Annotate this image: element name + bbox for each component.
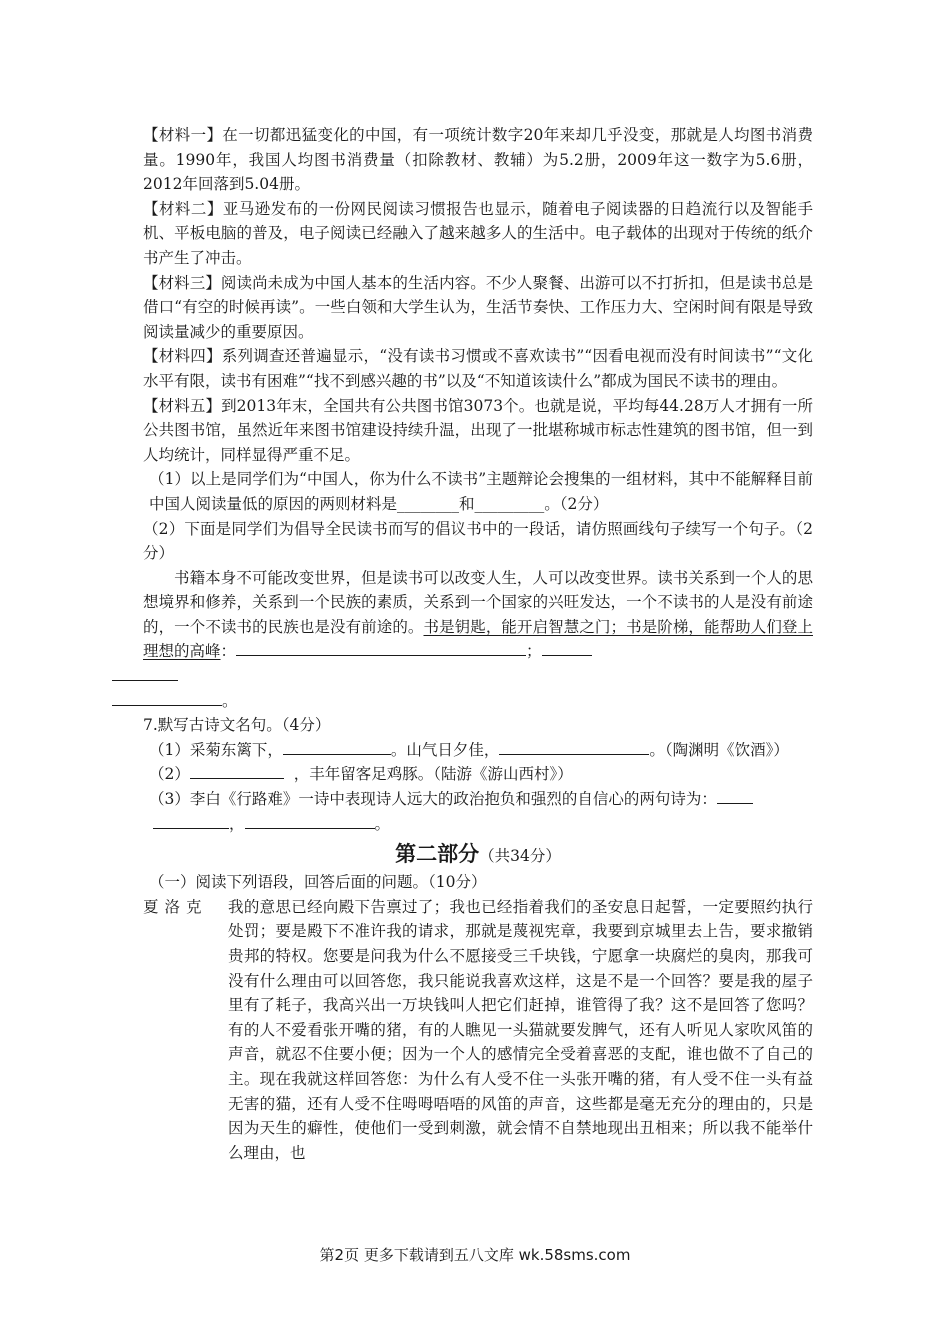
material-5: 【材料五】到2013年末，全国共有公共图书馆3073个。也就是说，平均每44.28万人才拥有一所公共图书馆，虽然近年来图书馆建设持续升温，出现了一批堪称城市标志性建筑的图书馆，但一到人均统计，同样显得严重不足。 bbox=[143, 396, 813, 464]
passage-semicolon: ； bbox=[526, 642, 542, 661]
passage-colon: ： bbox=[220, 642, 237, 661]
page-footer: 第2页 更多下载请到五八文库 wk.58sms.com bbox=[319, 1246, 631, 1264]
question-7-item-3 bbox=[143, 787, 813, 836]
answer-blank-2b[interactable] bbox=[112, 664, 178, 681]
item-1-text-c: 。（陶渊明《饮酒》） bbox=[649, 740, 789, 759]
item-2-text-b: ，丰年留客足鸡豚。（陆游《游山西村》） bbox=[293, 765, 573, 784]
item-3-comma: ， bbox=[229, 814, 245, 833]
part-2-title: 第二部分 bbox=[395, 842, 480, 867]
question-1-and: 和 bbox=[459, 494, 475, 513]
part-2-intro: （一）阅读下列语段，回答后面的问题。（10分） bbox=[149, 873, 487, 892]
question-2-passage bbox=[143, 566, 813, 714]
item-2-text-a: （2） bbox=[149, 765, 190, 784]
underlined-sentence: 书是钥匙，能开启智慧之门；书是阶梯，能帮助人们登上理想的高峰 bbox=[143, 617, 813, 661]
item-1-blank-2[interactable] bbox=[499, 738, 649, 755]
part-2-heading bbox=[143, 840, 813, 870]
item-3-text: （3）李白《行路难》一诗中表现诗人远大的政治抱负和强烈的自信心的两句诗为： bbox=[149, 790, 717, 809]
question-7-item-1 bbox=[143, 738, 813, 763]
question-2-prompt: （2）下面是同学们为倡导全民读书而写的倡议书中的一段话，请仿照画线句子续写一个句子。（2分） bbox=[143, 519, 813, 563]
question-1-score: 。（2分） bbox=[544, 494, 609, 513]
material-1: 【材料一】在一切都迅猛变化的中国，有一项统计数字20年来却几乎没变，那就是人均图书消费量。1990年，我国人均图书消费量（扣除教材、教辅）为5.2册，2009年这一数字为5.6册，2012年回落到5.04册。 bbox=[143, 126, 813, 194]
passage-text: 书籍本身不可能改变世界，但是读书可以改变人生，人可以改变世界。读书关系到一个人的思想境界和修养，关系到一个民族的素质，关系到一个国家的兴旺发达，一个不读书的人是没有前途的，一个不读书的民族也是没有前途的。 bbox=[143, 568, 813, 636]
question-1-blank-1[interactable]: ________ bbox=[397, 494, 460, 513]
material-4: 【材料四】系列调查还普遍显示，“没有读书习惯或不喜欢读书”“因看电视而没有时间读书”“文化水平有限，读书有困难”“找不到感兴趣的书”以及“不知道该读什么”都成为国民不读书的理由。 bbox=[143, 347, 813, 390]
dialogue-block bbox=[143, 895, 813, 1166]
item-2-blank[interactable] bbox=[190, 762, 284, 779]
page-content bbox=[143, 123, 813, 1165]
item-3-blank-1a[interactable] bbox=[717, 787, 753, 804]
item-1-blank-1[interactable] bbox=[283, 738, 391, 755]
question-1-text: （1）以上是同学们为“中国人，你为什么不读书”主题辩论会搜集的一组材料，其中不能解释目前中国人阅读量低的原因的两则材料是 bbox=[149, 470, 813, 513]
speaker-speech: 我的意思已经向殿下告禀过了；我也已经指着我们的圣安息日起誓，一定要照约执行处罚；要是殿下不准许我的请求，那就是蔑视宪章，我要到京城里去上告，要求撤销贵邦的特权。您要是问我为什么不愿接受三千块钱，宁愿拿一块腐烂的臭肉，那我可没有什么理由可以回答您，我只能说我喜欢这样，这是不是一个回答？要是我的屋子里有了耗子，我高兴出一万块钱叫人把它们赶掉，谁管得了我？这不是回答了您吗？有的人不爱看张开嘴的猪，有的人瞧见一头猫就要发脾气，还有人听见人家吹风笛的声音，就忍不住要小便；因为一个人的感情完全受着喜恶的支配，谁也做不了自己的主。现在我就这样回答您：为什么有人受不住一头张开嘴的猪，有人受不住一头有益无害的猫，还有人受不住呣呣唔唔的风笛的声音，这些都是毫无充分的理由的，只是因为天生的癖性，使他们一受到刺激，就会情不自禁地现出丑相来；所以我不能举什么理由，也 bbox=[228, 897, 813, 1162]
question-1 bbox=[143, 467, 813, 516]
item-3-blank-2[interactable] bbox=[245, 812, 375, 829]
material-3: 【材料三】阅读尚未成为中国人基本的生活内容。不少人聚餐、出游可以不打折扣，但是读书总是借口“有空的时候再读”。一些白领和大学生认为，生活节奏快、工作压力大、空闲时间有限是导致阅读量减少的重要原因。 bbox=[143, 273, 813, 341]
answer-blank-1[interactable] bbox=[236, 639, 526, 656]
part-2-score: （共34分） bbox=[479, 847, 561, 866]
question-7-item-2 bbox=[143, 762, 813, 787]
item-1-text-a: （1）采菊东篱下， bbox=[149, 740, 283, 759]
passage-end: 。 bbox=[222, 691, 238, 710]
material-2: 【材料二】亚马逊发布的一份网民阅读习惯报告也显示，随着电子阅读器的日趋流行以及智能手机、平板电脑的普及，电子阅读已经融入了越来越多人的生活中。电子载体的出现对于传统的纸介书产生了冲击。 bbox=[143, 199, 813, 267]
item-3-end: 。 bbox=[374, 814, 391, 833]
speaker-name: 夏洛克 bbox=[143, 897, 208, 916]
item-1-text-b: 。山气日夕佳， bbox=[390, 740, 500, 759]
answer-blank-2c[interactable] bbox=[112, 689, 222, 706]
question-7-title: 7.默写古诗文名句。（4分） bbox=[143, 716, 331, 735]
item-3-blank-1b[interactable] bbox=[153, 812, 229, 829]
question-1-blank-2[interactable]: _________ bbox=[474, 494, 545, 513]
answer-blank-2a[interactable] bbox=[542, 639, 592, 656]
